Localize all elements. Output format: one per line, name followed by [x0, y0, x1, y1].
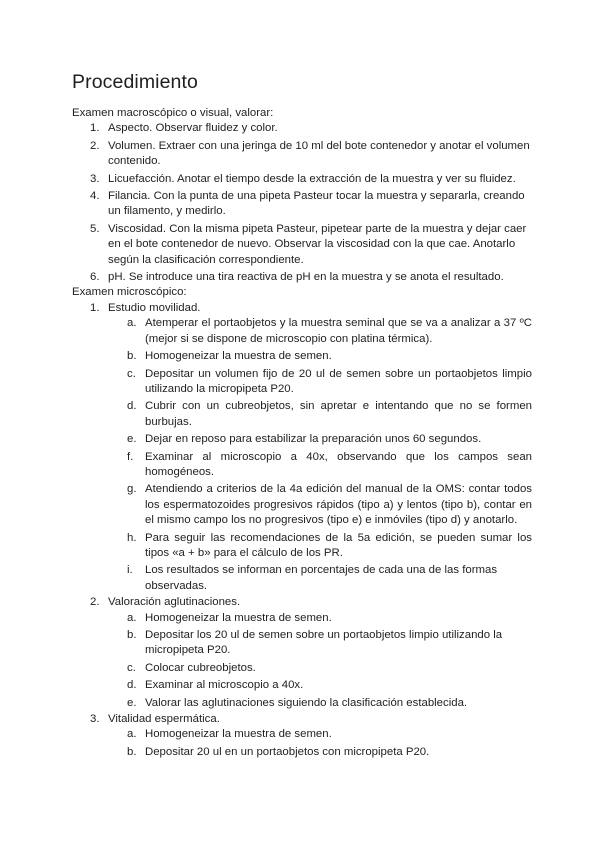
list-item [72, 678, 532, 693]
macro-list [72, 121, 532, 285]
list-marker: f. [127, 450, 134, 463]
list-item-text: Depositar los 20 ul de semen sobre un portaobjetos limpio utilizando la micropipeta P20. [145, 629, 503, 657]
list-marker: 3. [90, 172, 100, 185]
list-marker: c. [127, 367, 136, 380]
section-title: Valoración aglutinaciones. [108, 596, 241, 609]
vitality-steps [72, 727, 532, 760]
list-item [72, 222, 532, 268]
macro-heading: Examen macroscópico o visual, valorar: [72, 107, 274, 119]
section-item [72, 301, 532, 316]
section-item [72, 712, 532, 727]
list-marker: 3. [90, 713, 100, 726]
list-item [72, 349, 532, 364]
list-item [72, 531, 532, 562]
micro-list [72, 301, 532, 316]
list-item [72, 563, 532, 594]
section-title: Estudio movilidad. [108, 301, 201, 314]
list-item-text: Cubrir con un cubreobjetos, sin apretar e intentando que no se formen burbujas. [145, 400, 532, 428]
list-item-text: Examinar al microscopio a 40x. [145, 679, 304, 692]
agglutination-steps [72, 611, 532, 711]
list-item-text: Para seguir las recomendaciones de la 5a edición, se pueden sumar los tipos «a + b» para el cálculo de los PR. [145, 531, 532, 559]
list-marker: 1. [90, 122, 100, 135]
list-marker: 5. [90, 222, 100, 235]
list-item-text: pH. Se introduce una tira reactiva de pH en la muestra y se anota el resultado. [108, 271, 504, 284]
list-marker: a. [127, 728, 137, 741]
list-item [72, 121, 532, 136]
list-item-text: Aspecto. Observar fluidez y color. [108, 122, 278, 135]
list-marker: b. [127, 745, 137, 758]
list-item [72, 611, 532, 626]
list-item-text: Homogeneizar la muestra de semen. [145, 728, 332, 741]
list-item [72, 661, 532, 676]
list-item-text: Volumen. Extraer con una jeringa de 10 ml del bote contenedor y anotar el volumen contenido. [108, 139, 530, 168]
list-item [72, 450, 532, 481]
list-marker: h. [127, 531, 137, 544]
list-item [72, 172, 532, 187]
list-item [72, 139, 532, 170]
list-item-text: Atendiendo a criterios de la 4a edición del manual de la OMS: contar todos los espermatozoides progresivos rápidos (tipo a) y lentos (tipo b), contar en el mismo campo los no progresivos (tipo e) e inmóviles (tipo d) y anotarlo. [145, 483, 532, 527]
list-marker: d. [127, 679, 137, 692]
list-marker: g. [127, 483, 137, 496]
list-item [72, 628, 532, 659]
list-item-text: Viscosidad. Con la misma pipeta Pasteur, pipetear parte de la muestra y dejar caer en el bote contenedor de nuevo. Observar la viscosidad con la que cae. Anotarlo según la clasificación correspondiente. [108, 222, 527, 266]
list-item-text: Depositar un volumen fijo de 20 ul de semen sobre un portaobjetos limpio utilizando la micropipeta P20. [145, 367, 532, 395]
list-marker: a. [127, 611, 137, 624]
list-item-text: Atemperar el portaobjetos y la muestra seminal que se va a analizar a 37 ºC (mejor si se dispone de microscopio con platina térmica). [145, 317, 532, 345]
list-marker: 6. [90, 271, 100, 284]
list-item-text: Valorar las aglutinaciones siguiendo la clasificación establecida. [145, 696, 468, 709]
list-item [72, 696, 532, 711]
list-marker: e. [127, 433, 137, 446]
list-item [72, 316, 532, 347]
list-item [72, 745, 532, 760]
micro-list-3 [72, 712, 532, 727]
list-item [72, 432, 532, 447]
list-item [72, 367, 532, 398]
list-marker: d. [127, 400, 137, 413]
list-marker: b. [127, 629, 137, 641]
page-title: Procedimiento [72, 71, 198, 93]
list-item-text: Depositar 20 ul en un portaobjetos con micropipeta P20. [145, 745, 430, 758]
list-item-text: Licuefacción. Anotar el tiempo desde la extracción de la muestra y ver su fluidez. [108, 172, 516, 185]
list-item [72, 270, 532, 285]
document-page [72, 70, 532, 760]
list-item-text: Homogeneizar la muestra de semen. [145, 611, 332, 624]
list-item [72, 189, 532, 220]
list-item-text: Dejar en reposo para estabilizar la preparación unos 60 segundos. [145, 433, 482, 446]
list-item-text: Examinar al microscopio a 40x, observando que los campos sean homogéneos. [145, 450, 532, 478]
section-title: Vitalidad espermática. [108, 713, 220, 726]
section-item [72, 595, 532, 610]
micro-list-2 [72, 595, 532, 610]
list-item [72, 482, 532, 528]
list-marker: i. [127, 564, 133, 577]
list-marker: b. [127, 350, 137, 363]
list-marker: e. [127, 696, 137, 709]
list-marker: 2. [90, 139, 100, 152]
list-item [72, 727, 532, 742]
list-item-text: Homogeneizar la muestra de semen. [145, 350, 332, 363]
list-marker: c. [127, 661, 136, 674]
list-item-text: Filancia. Con la punta de una pipeta Pasteur tocar la muestra y separarla, creando un filamento, y medirlo. [108, 190, 525, 218]
list-item-text: Los resultados se informan en porcentajes de cada una de las formas observadas. [145, 564, 498, 592]
mobility-steps [72, 316, 532, 594]
list-item-text: Colocar cubreobjetos. [145, 661, 256, 674]
list-marker: 4. [90, 190, 100, 203]
list-item [72, 399, 532, 430]
micro-heading: Examen microscópico: [72, 286, 187, 299]
list-marker: 2. [90, 596, 100, 609]
list-marker: a. [127, 317, 137, 330]
list-marker: 1. [90, 301, 100, 314]
